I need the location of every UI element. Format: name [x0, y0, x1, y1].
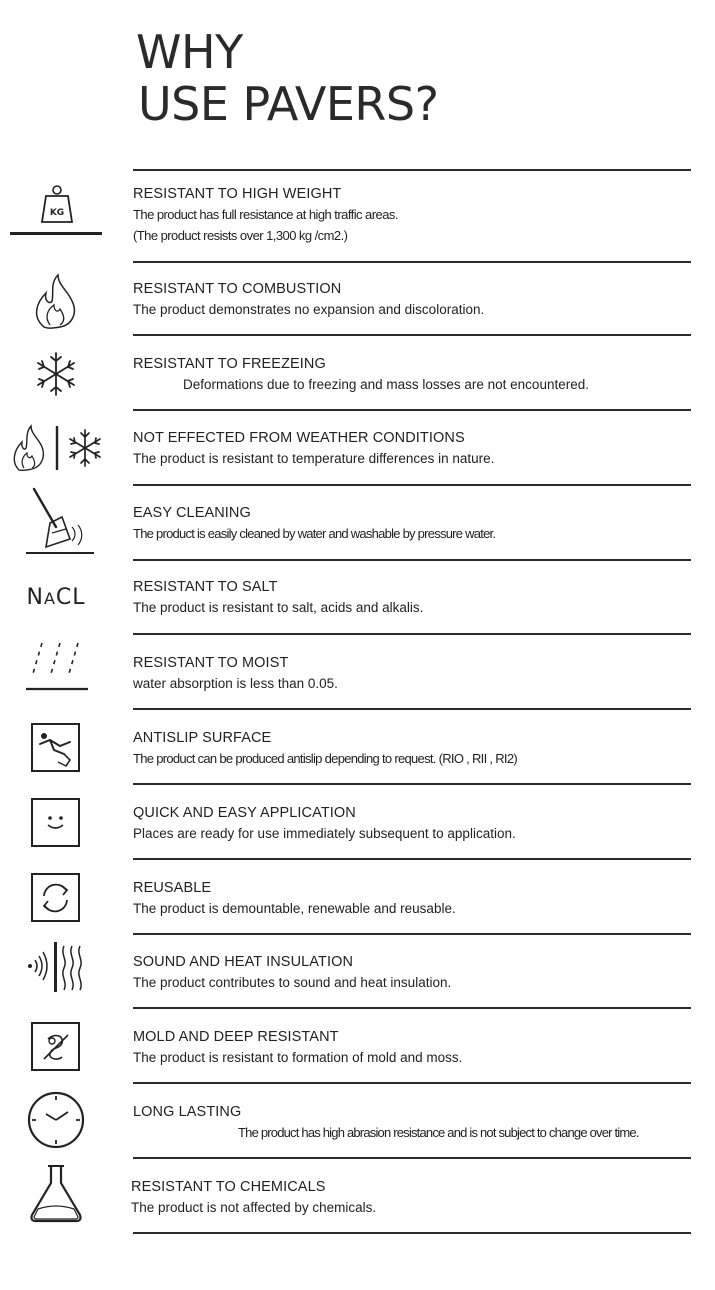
feature-description: The product has high abrasion resistance and is not subject to change over time. [238, 1125, 639, 1140]
feature-description: The product has full resistance at high traffic areas. [133, 207, 398, 222]
divider [133, 1082, 691, 1084]
divider [133, 933, 691, 935]
feature-description: The product demonstrates no expansion and discoloration. [133, 302, 485, 317]
divider [133, 1007, 691, 1009]
feature-description: Deformations due to freezing and mass losses are not encountered. [183, 377, 589, 392]
divider [133, 708, 691, 710]
feature-title: MOLD AND DEEP RESISTANT [133, 1029, 339, 1045]
broom-icon [16, 487, 96, 559]
divider [133, 1232, 691, 1234]
feature-title: RESISTANT TO COMBUSTION [133, 281, 342, 297]
divider [133, 484, 691, 486]
mold-icon [10, 1015, 102, 1079]
rain-icon [22, 641, 90, 699]
feature-title: RESISTANT TO MOIST [133, 655, 289, 671]
feature-title: ANTISLIP SURFACE [133, 730, 272, 746]
feature-title: EASY CLEANING [133, 505, 251, 521]
divider [133, 633, 691, 635]
sound-heat-icon [20, 940, 90, 996]
flame-icon [10, 269, 102, 333]
feature-description: The product contributes to sound and heat insulation. [133, 975, 452, 990]
weight-kg-icon [10, 182, 104, 240]
nacl-a: A [43, 588, 56, 608]
feature-description: The product is demountable, renewable and reusable. [133, 901, 456, 916]
divider [133, 169, 691, 171]
flame-snowflake-icon [8, 416, 108, 480]
feature-title: RESISTANT TO HIGH WEIGHT [133, 186, 342, 202]
feature-title: LONG LASTING [133, 1104, 242, 1120]
feature-description-2: (The product resists over 1,300 kg /cm2.) [133, 228, 348, 243]
nacl-cl: CL [55, 584, 86, 610]
divider [133, 334, 691, 336]
divider [133, 858, 691, 860]
feature-title: RESISTANT TO SALT [133, 579, 278, 595]
feature-description: The product is not affected by chemicals. [131, 1200, 377, 1215]
divider [133, 261, 691, 263]
nacl-label [26, 585, 85, 610]
smiley-icon [10, 791, 102, 855]
slipping-person-icon [10, 716, 102, 780]
feature-description: The product is easily cleaned by water and washable by pressure water. [133, 526, 496, 541]
divider [133, 1157, 691, 1159]
title-line-2: USE PAVERS? [138, 77, 439, 131]
feature-description: The product is resistant to salt, acids and alkalis. [133, 600, 424, 615]
feature-title: RESISTANT TO CHEMICALS [131, 1179, 326, 1195]
weight-label: KG [49, 208, 65, 218]
flask-icon [14, 1161, 98, 1227]
recycle-arrows-icon [10, 866, 102, 930]
feature-title: QUICK AND EASY APPLICATION [133, 805, 356, 821]
feature-title: NOT EFFECTED FROM WEATHER CONDITIONS [133, 430, 465, 446]
divider [133, 783, 691, 785]
feature-description: The product can be produced antislip depending to request. (RIO , RII , RI2) [133, 751, 517, 766]
divider [133, 559, 691, 561]
feature-title: REUSABLE [133, 880, 212, 896]
clock-icon [10, 1088, 102, 1152]
feature-description: Places are ready for use immediately subsequent to application. [133, 826, 516, 841]
page-title [136, 26, 439, 130]
feature-description: The product is resistant to formation of mold and moss. [133, 1050, 463, 1065]
feature-description: The product is resistant to temperature differences in nature. [133, 451, 495, 466]
title-line-1: WHY [136, 25, 243, 79]
snowflake-icon [10, 342, 102, 406]
nacl-n: N [26, 584, 44, 610]
feature-title: SOUND AND HEAT INSULATION [133, 954, 354, 970]
feature-description: water absorption is less than 0.05. [133, 676, 338, 691]
divider [133, 409, 691, 411]
nacl-icon [10, 565, 102, 629]
feature-title: RESISTANT TO FREEZEING [133, 356, 326, 372]
